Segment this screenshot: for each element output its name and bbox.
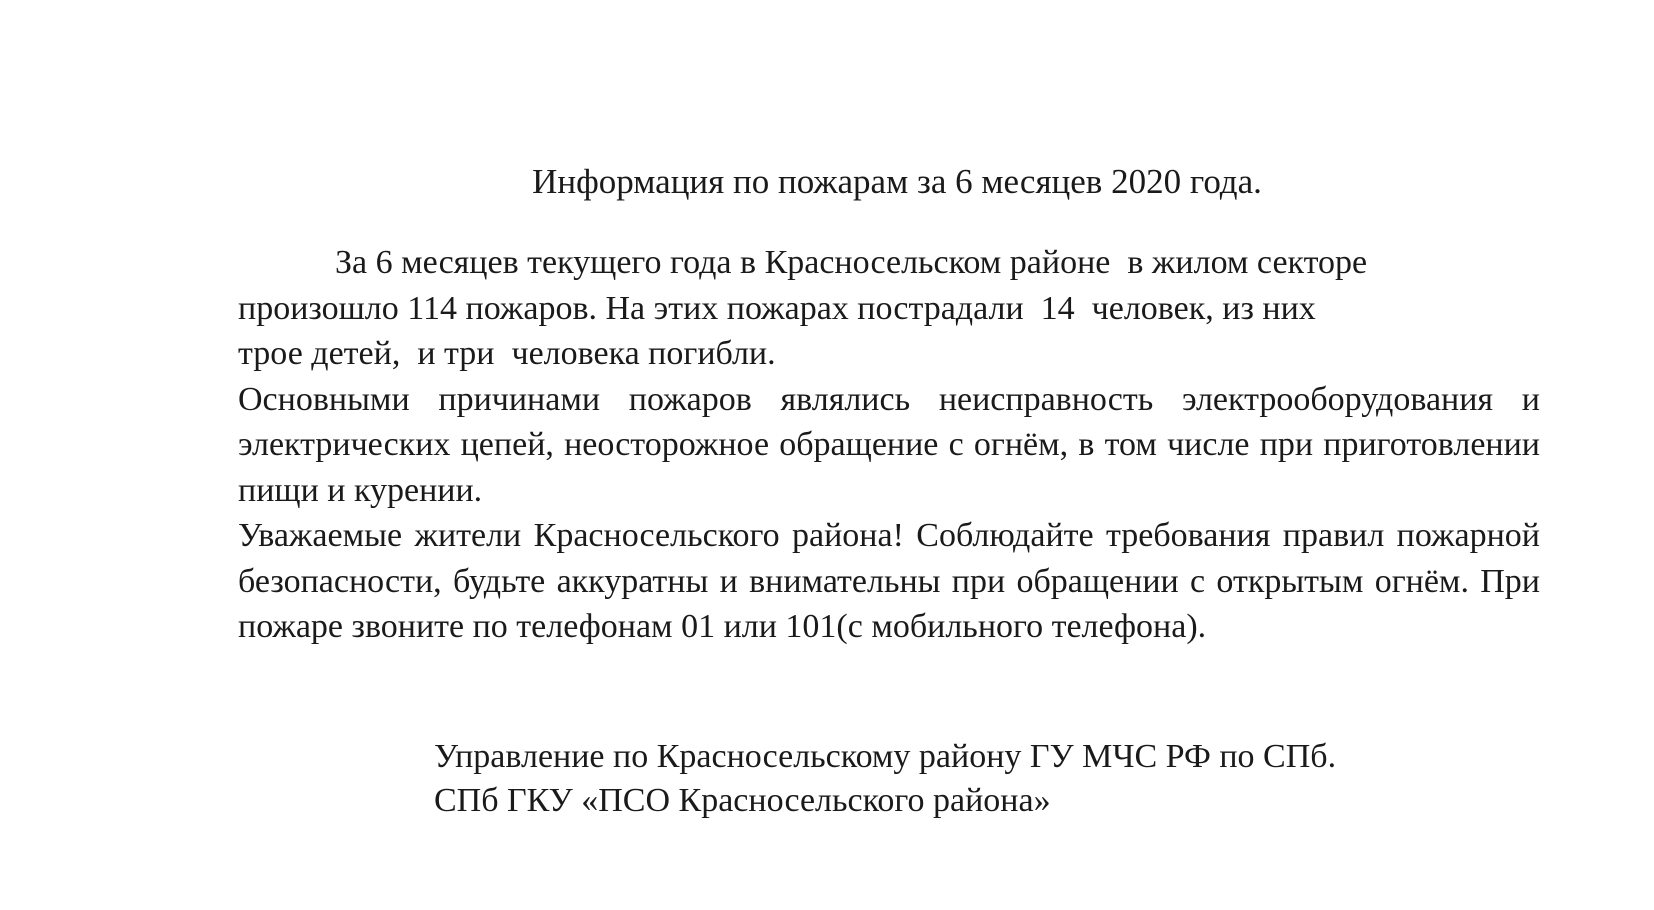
signature-block bbox=[434, 735, 1336, 823]
residents-appeal-paragraph: Уважаемые жители Красносельского района! Соблюдайте требования правил пожарной безопасности, будьте аккуратны и внимательны при обращении с открытым огнём. При пожаре звоните по телефонам 01 или 101(с мобильного телефона). bbox=[238, 517, 1540, 645]
fire-statistics-line-3: трое детей, и три человека погибли. bbox=[238, 335, 776, 372]
fire-statistics-paragraph bbox=[238, 240, 1540, 377]
signature-line-2: СПб ГКУ «ПСО Красносельского района» bbox=[434, 782, 1051, 819]
signature-line-1: Управление по Красносельскому району ГУ МЧС РФ по СПб. bbox=[434, 738, 1337, 775]
fire-causes-paragraph: Основными причинами пожаров являлись неисправность электрооборудования и электрических цепей, неосторожное обращение с огнём, в том числе при приготовлении пищи и курении. bbox=[238, 380, 1540, 509]
fire-statistics-line-2: произошло 114 пожаров. На этих пожарах пострадали 14 человек, из них bbox=[238, 289, 1316, 327]
document-title: Информация по пожарам за 6 месяцев 2020 года. bbox=[532, 162, 1262, 201]
fire-statistics-line-1: За 6 месяцев текущего года в Красносельском районе в жилом секторе bbox=[335, 244, 1368, 281]
document-body bbox=[238, 240, 1540, 650]
